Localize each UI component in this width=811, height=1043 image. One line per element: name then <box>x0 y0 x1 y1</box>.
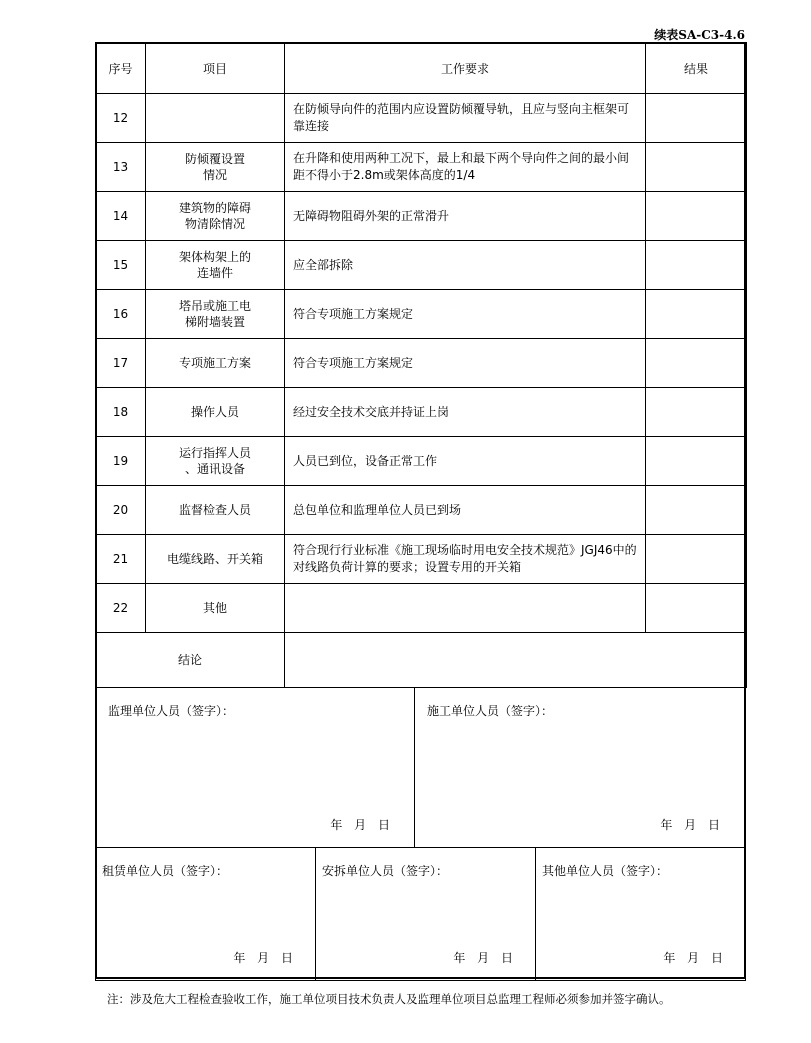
row-item: 建筑物的障碍 物清除情况 <box>146 192 285 241</box>
rental-signature-date: 年 月 日 <box>233 951 293 965</box>
row-seq: 15 <box>96 241 146 290</box>
construction-signature-label: 施工单位人员（签字）： <box>427 704 554 718</box>
row-item: 塔吊或施工电 梯附墙装置 <box>146 290 285 339</box>
row-item: 操作人员 <box>146 388 285 437</box>
rental-signature-box[interactable] <box>95 847 316 981</box>
footnote: 注：涉及危大工程检查验收工作，施工单位项目技术负责人及监理单位项目总监理工程师必须参加并签字确认。 <box>107 992 671 1006</box>
installer-signature-label: 安拆单位人员（签字）： <box>322 864 449 878</box>
row-seq: 19 <box>96 437 146 486</box>
row-seq: 12 <box>96 94 146 143</box>
signature-row-top <box>95 687 746 848</box>
row-result[interactable] <box>646 94 747 143</box>
row-result[interactable] <box>646 290 747 339</box>
construction-signature-box[interactable] <box>414 687 745 848</box>
row-result[interactable] <box>646 584 747 633</box>
supervision-signature-box[interactable] <box>95 687 415 848</box>
conclusion-value[interactable] <box>285 633 747 688</box>
row-seq: 20 <box>96 486 146 535</box>
installer-signature-date: 年 月 日 <box>453 951 513 965</box>
conclusion-row <box>96 633 747 688</box>
row-seq: 22 <box>96 584 146 633</box>
header-seq: 序号 <box>96 43 146 94</box>
row-result[interactable] <box>646 192 747 241</box>
row-requirement: 在防倾导向件的范围内应设置防倾覆导轨，且应与竖向主框架可靠连接 <box>285 94 646 143</box>
row-seq: 17 <box>96 339 146 388</box>
row-item: 电缆线路、开关箱 <box>146 535 285 584</box>
inspection-table <box>95 42 747 688</box>
row-result[interactable] <box>646 535 747 584</box>
row-result[interactable] <box>646 339 747 388</box>
row-requirement: 应全部拆除 <box>285 241 646 290</box>
table-row <box>96 584 747 633</box>
row-result[interactable] <box>646 437 747 486</box>
form-code: 续表SA-C3-4.6 <box>654 28 745 42</box>
row-seq: 18 <box>96 388 146 437</box>
table-row <box>96 241 747 290</box>
row-item: 运行指挥人员 、通讯设备 <box>146 437 285 486</box>
supervision-signature-date: 年 月 日 <box>330 818 390 832</box>
row-requirement: 无障碍物阻碍外架的正常滑升 <box>285 192 646 241</box>
header-result: 结果 <box>646 43 747 94</box>
row-requirement: 总包单位和监理单位人员已到场 <box>285 486 646 535</box>
other-signature-box[interactable] <box>535 847 746 981</box>
construction-signature-date: 年 月 日 <box>660 818 720 832</box>
other-signature-date: 年 月 日 <box>663 951 723 965</box>
table-header-row <box>96 43 747 94</box>
rental-signature-label: 租赁单位人员（签字）： <box>102 864 229 878</box>
row-requirement: 经过安全技术交底并持证上岗 <box>285 388 646 437</box>
row-result[interactable] <box>646 241 747 290</box>
row-requirement: 符合专项施工方案规定 <box>285 339 646 388</box>
other-signature-label: 其他单位人员（签字）： <box>542 864 669 878</box>
row-requirement: 符合现行行业标准《施工现场临时用电安全技术规范》JGJ46中的对线路负荷计算的要求；设置专用的开关箱 <box>285 535 646 584</box>
row-seq: 16 <box>96 290 146 339</box>
row-item: 监督检查人员 <box>146 486 285 535</box>
table-row <box>96 290 747 339</box>
row-result[interactable] <box>646 388 747 437</box>
row-requirement: 人员已到位，设备正常工作 <box>285 437 646 486</box>
table-row <box>96 143 747 192</box>
header-requirement: 工作要求 <box>285 43 646 94</box>
row-item: 专项施工方案 <box>146 339 285 388</box>
table-row <box>96 339 747 388</box>
row-seq: 14 <box>96 192 146 241</box>
supervision-signature-label: 监理单位人员（签字）： <box>108 704 235 718</box>
table-row <box>96 192 747 241</box>
row-seq: 21 <box>96 535 146 584</box>
row-result[interactable] <box>646 143 747 192</box>
table-row <box>96 535 747 584</box>
table-row <box>96 94 747 143</box>
conclusion-label: 结论 <box>96 633 285 688</box>
row-requirement: 符合专项施工方案规定 <box>285 290 646 339</box>
inspection-form <box>95 42 746 979</box>
header-item: 项目 <box>146 43 285 94</box>
table-row <box>96 388 747 437</box>
row-result[interactable] <box>646 486 747 535</box>
row-item: 架体构架上的 连墙件 <box>146 241 285 290</box>
row-requirement <box>285 584 646 633</box>
row-item <box>146 94 285 143</box>
row-requirement: 在升降和使用两种工况下，最上和最下两个导向件之间的最小间距不得小于2.8m或架体高度的1/4 <box>285 143 646 192</box>
row-seq: 13 <box>96 143 146 192</box>
table-row <box>96 437 747 486</box>
row-item: 防倾覆设置 情况 <box>146 143 285 192</box>
row-item: 其他 <box>146 584 285 633</box>
installer-signature-box[interactable] <box>315 847 536 981</box>
table-row <box>96 486 747 535</box>
signature-row-bottom <box>95 847 746 981</box>
